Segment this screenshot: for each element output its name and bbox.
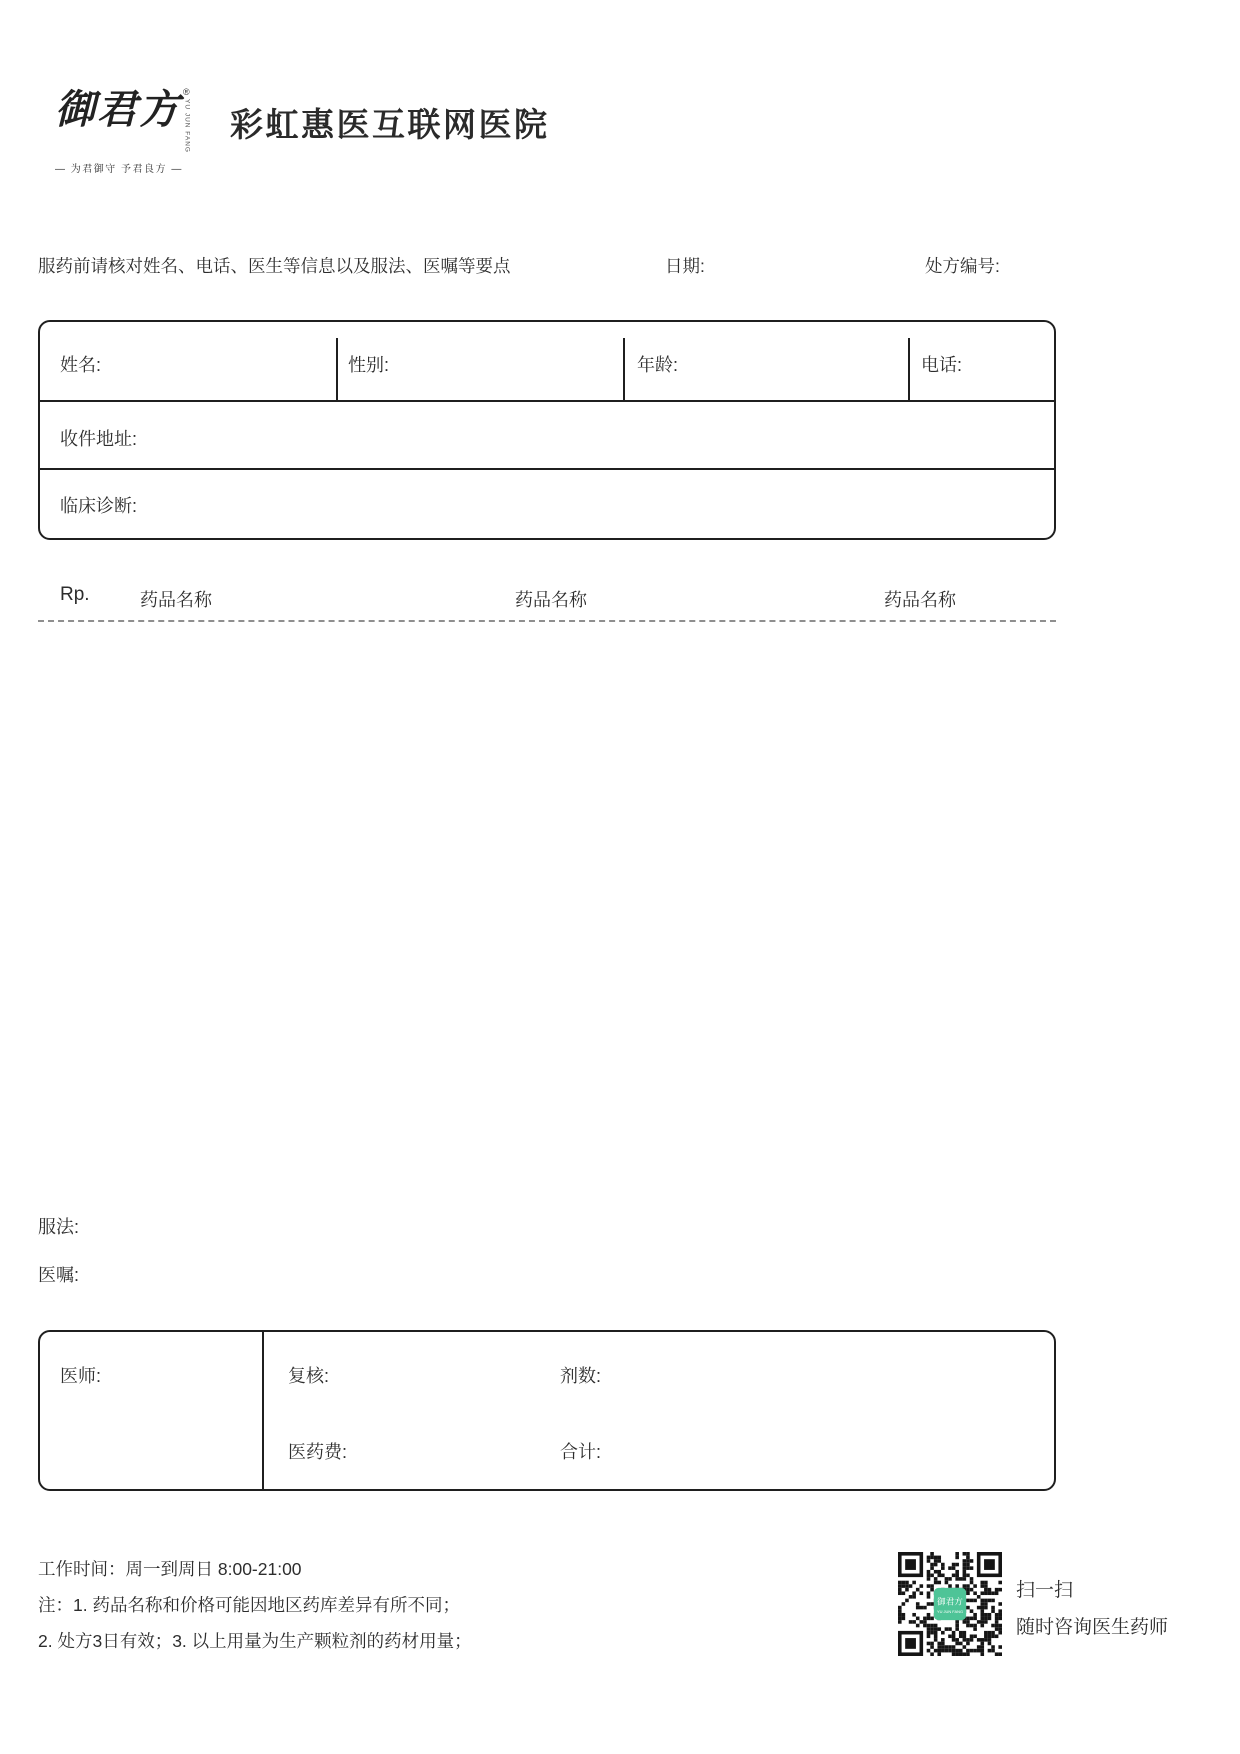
rx-number-label: 处方编号:	[925, 256, 1000, 276]
dose-count-label: 剂数:	[560, 1366, 602, 1386]
total-label: 合计:	[560, 1442, 602, 1462]
brand-logo	[55, 88, 205, 175]
check-reminder-text: 服药前请核对姓名、电话、医生等信息以及服法、医嘱等要点	[38, 256, 511, 276]
doctor-advice-label: 医嘱:	[38, 1265, 80, 1285]
medicine-fee-label: 医药费:	[288, 1442, 348, 1462]
date-label: 日期:	[665, 256, 705, 276]
qr-caption: 随时咨询医生药师	[1016, 1617, 1169, 1638]
logo-tagline: — 为君御守 予君良方 —	[55, 163, 183, 175]
svg-text:御君方: 御君方	[937, 1596, 963, 1607]
drug-name-column-header: 药品名称	[140, 590, 212, 610]
row-divider	[40, 400, 1054, 402]
drug-name-column-header: 药品名称	[884, 590, 956, 610]
name-label: 姓名:	[60, 355, 102, 375]
hospital-name: 彩虹惠医互联网医院	[230, 106, 550, 143]
drug-name-column-header: 药品名称	[515, 590, 587, 610]
qr-code	[898, 1552, 1002, 1656]
working-hours-text: 工作时间：周一到周日 8:00-21:00	[38, 1559, 302, 1579]
logo-pinyin-vertical: YU JUN FANG	[183, 99, 191, 153]
rp-separator-dashed-line	[38, 620, 1056, 622]
age-label: 年龄:	[637, 355, 679, 375]
column-divider	[623, 338, 625, 400]
qr-scan-label: 扫一扫	[1016, 1580, 1074, 1601]
rp-label: Rp.	[60, 584, 90, 605]
diagnosis-label: 临床诊断:	[60, 496, 138, 516]
svg-text:YU JUN FANG: YU JUN FANG	[936, 1608, 964, 1614]
address-label: 收件地址:	[60, 429, 138, 449]
review-label: 复核:	[288, 1366, 330, 1386]
logo-text: 御君方	[55, 86, 181, 133]
registered-mark: ®	[183, 87, 190, 97]
column-divider	[336, 338, 338, 400]
note-line-2: 2. 处方3日有效；3. 以上用量为生产颗粒剂的药材用量；	[38, 1631, 472, 1651]
phone-label: 电话:	[921, 355, 963, 375]
qr-code-image	[898, 1552, 1002, 1656]
column-divider	[908, 338, 910, 400]
gender-label: 性别:	[348, 355, 390, 375]
note-line-1: 注：1. 药品名称和价格可能因地区药库差异有所不同；	[38, 1595, 460, 1615]
patient-info-box	[38, 320, 1056, 540]
column-divider	[262, 1332, 264, 1489]
row-divider	[40, 468, 1054, 470]
physician-label: 医师:	[60, 1366, 102, 1386]
usage-label: 服法:	[38, 1217, 80, 1237]
signoff-box	[38, 1330, 1056, 1491]
